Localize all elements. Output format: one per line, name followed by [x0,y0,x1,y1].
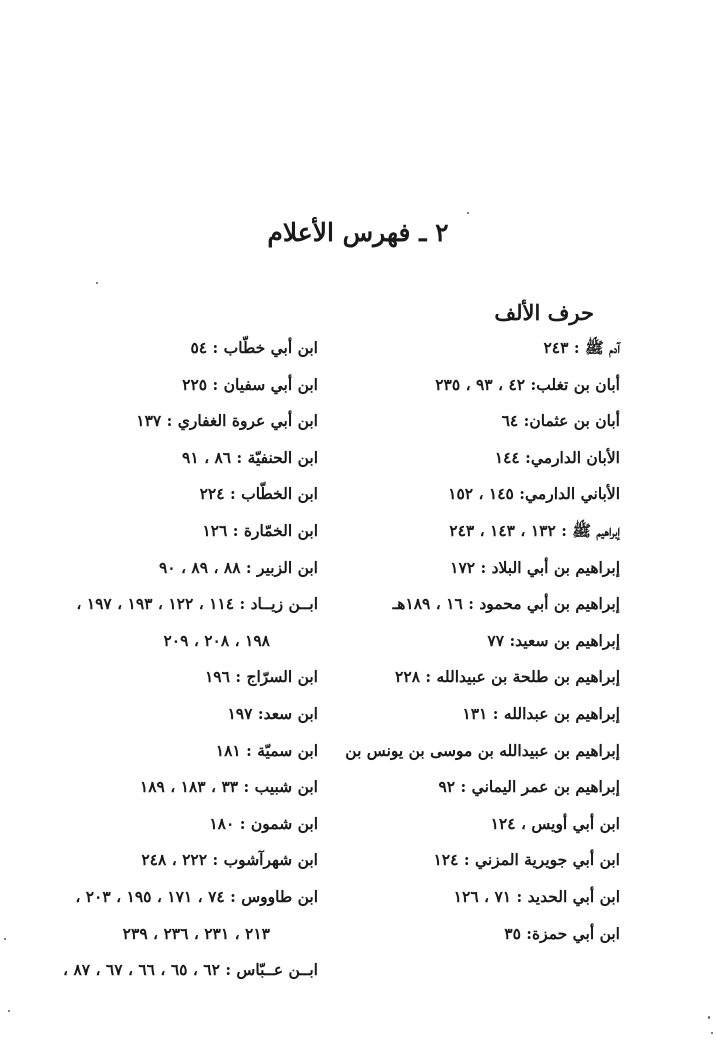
index-entry: ابن أبي أويس ، ١٢٤ [490,813,620,833]
index-entry-continuation: ١٩٨ ، ٢٠٨ ، ٢٠٩ [163,630,270,650]
scan-speck [467,212,469,214]
scan-speck [8,1010,10,1012]
index-entry: آدم ﷺ : ٢٤٣ [543,338,620,357]
index-entry: إبراهيم بن عبدالله : ١٣١ [462,703,620,723]
right-column [320,296,620,952]
index-entry: إبراهيم بن سعيد: ٧٧ [487,630,620,650]
index-entry: ابن أبي سفيان : ٢٢٥ [182,374,318,394]
index-entry: ابن أبي جويرية المزني : ١٢٤ [433,850,620,870]
scan-speck [4,938,6,940]
index-entry: إبراهيم بن عمر اليماني : ٩٢ [438,777,620,797]
index-entry: ابن شهرآشوب : ٢٢٢ ، ٢٤٨ [141,850,318,870]
index-entry: أبان بن عثمان: ٦٤ [501,411,620,431]
index-entry: ابن أبي الحديد : ٧١ ، ١٢٦ [453,886,620,906]
index-entry: ابن الحنفيّة : ٨٦ ، ٩١ [182,447,318,467]
index-entry: ابن أبي خطّاب : ٥٤ [190,338,318,357]
index-entry: إبراهيم بن طلحة بن عبيدالله : ٢٢٨ [395,667,620,687]
index-entry: ابن شبيب : ٣٣ ، ١٨٣ ، ١٨٩ [139,777,318,797]
index-entry: ابن طاووس : ٧٤ ، ١٧١ ، ١٩٥ ، ٢٠٣ ، [75,886,318,906]
index-entry: ابن أبي عروة الغفاري : ١٣٧ [136,411,318,431]
scan-speck [711,1032,713,1034]
index-entry: ابــن عــبّاس : ٦٢ ، ٦٥ ، ٦٦ ، ٦٧ ، ٨٧ ، [63,960,318,980]
index-entry: ابن سعد: ١٩٧ [227,703,318,723]
index-entry: الأبان الدارمي: ١٤٤ [494,447,620,467]
index-entry-continuation: ٢١٣ ، ٢٣١ ، ٢٣٦ ، ٢٣٩ [122,923,270,943]
index-title: ٢ ـ فهرس الأعلام [267,218,449,247]
index-entry: ابن شمون : ١٨٠ [209,813,318,833]
left-column [0,296,318,989]
index-entry: إبراهيم بن أبي محمود : ١٦ ، ١٨٩هـ [392,594,620,614]
index-entry: ابن سميّة : ١٨١ [215,740,318,760]
index-entry: ابن الخمّارة : ١٢٦ [202,520,318,540]
index-entry: ابن السرّاج : ١٩٦ [204,667,318,687]
index-entry: إبراهيم بن عبيدالله بن موسى بن يونس بن [345,740,620,760]
index-entry: إبراهيم بن أبي البلاد : ١٧٢ [450,557,620,577]
index-entry: ابن الزبير : ٨٨ ، ٨٩ ، ٩٠ [158,557,318,577]
left-column-spacer [0,296,318,330]
scan-speck [708,1016,710,1019]
section-heading: حرف الألف [494,300,594,325]
index-entry: أبان بن تغلب: ٤٢ ، ٩٣ ، ٢٣٥ [435,374,620,394]
index-entry: ابن أبي حمزة: ٣٥ [504,923,620,943]
scan-speck [96,282,98,284]
index-entry: إبراهيم ﷺ : ١٣٢ ، ١٤٣ ، ٢٤٣ [449,520,620,540]
index-entry: الأباني الدارمي: ١٤٥ ، ١٥٢ [448,484,620,504]
index-entry: ابن الخطّاب : ٢٢٤ [199,484,318,504]
index-entry: ابــن زيــاد : ١١٤ ، ١٢٢ ، ١٩٣ ، ١٩٧ ، [76,594,318,614]
